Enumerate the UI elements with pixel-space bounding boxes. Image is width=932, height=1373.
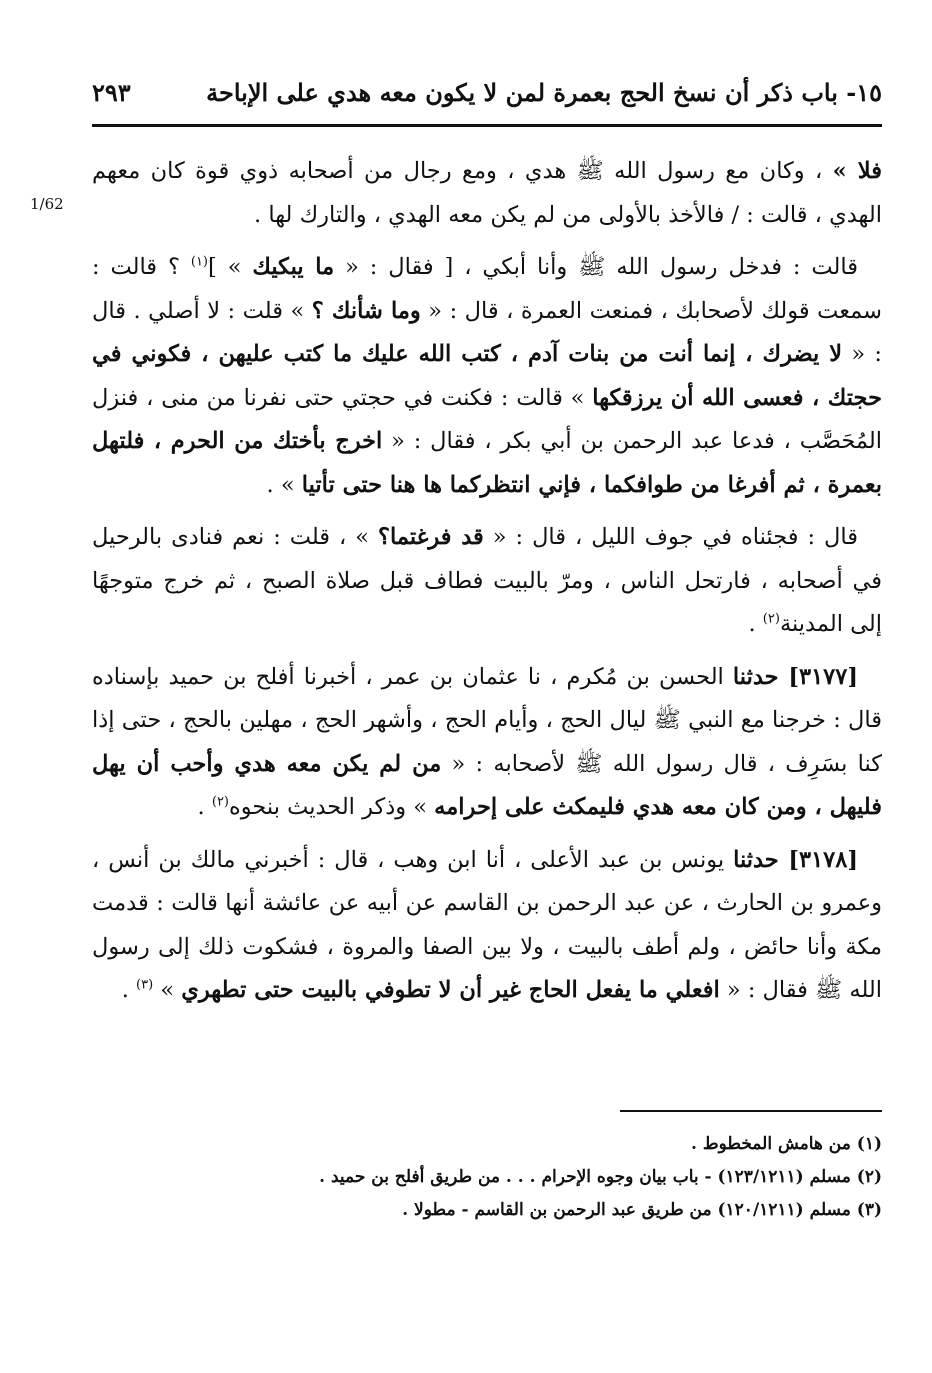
bold-text: لا يضرك ، إنما أنت من بنات آدم ، كتب الله عليك ما كتب عليهن ، فكوني في حجتك ، فعسى الله أن يرزقكها <box>92 341 882 411</box>
bold-text: من لم يكن معه هدي وأحب أن يهل فليهل ، ومن كان معه هدي فليمكث على إحرامه <box>92 750 882 820</box>
text-run: يونس بن عبد الأعلى ، أنا ابن وهب ، قال : أخبرني مالك بن أنس ، وعمرو بن الحارث ، عن عبد الرحمن بن القاسم عن أبيه عن عائشة أنها قالت : قدمت مكة وأنا حائض ، ولم أطف بالبيت ، ولا بين الصفا والمروة ، فشكوت ذلك إلى رسول الله ﷺ فقال : « <box>92 846 882 1003</box>
paragraph <box>92 516 882 647</box>
text-run: » قالت : فكنت في حجتي حتى نفرنا من منى ، فنزل المُحَصَّب ، فدعا عبد الرحمن بن أبي بكر ، فقال : « <box>92 384 882 454</box>
manuscript-folio-note: 1/62 <box>30 195 64 213</box>
paragraph <box>92 150 882 237</box>
footnote-ref: (٢) <box>762 611 780 627</box>
text-run: . <box>748 611 763 637</box>
text-run: ؟ قالت : سمعت قولك لأصحابك ، فمنعت العمرة ، قال : « <box>92 254 882 324</box>
footnote: (١) من هامش المخطوط . <box>691 1134 882 1154</box>
text-run: » قلت : لا أصلي . قال : « <box>92 297 882 367</box>
text-run: ، وكان مع رسول الله ﷺ هدي ، ومع رجال من أصحابه ذوي قوة كان معهم الهدي ، قالت : / فالأخذ بالأولى من لم يكن معه الهدي ، والتارك لها . <box>92 158 882 228</box>
text-run: قالت : فدخل رسول الله ﷺ وأنا أبكي ، [ فقال : « <box>334 254 858 280</box>
bold-text: افعلي ما يفعل الحاج غير أن لا تطوفي بالبيت حتى تطهري <box>181 977 720 1003</box>
header-rule <box>92 124 882 127</box>
paragraph <box>92 839 882 1013</box>
text-run: » . <box>266 471 302 498</box>
main-text <box>92 150 882 1022</box>
footnote-ref: (٣) <box>136 977 154 993</box>
text-run: . <box>121 977 137 1003</box>
paragraph <box>92 656 882 830</box>
bold-text: قد فرغتما؟ <box>378 524 484 550</box>
footnote: (٢) مسلم (١٢٣/١٢١١) - باب بيان وجوه الإحرام . . . من طريق أفلح بن حميد . <box>319 1167 882 1187</box>
page-header <box>92 72 882 112</box>
bold-text: [٣١٧٨] حدثنا <box>733 846 859 873</box>
paragraph <box>92 246 882 507</box>
text-run: قال : فجئناه في جوف الليل ، قال : « <box>483 524 858 550</box>
bold-text: ما يبكيك <box>252 254 335 280</box>
page-number: ٢٩٣ <box>92 77 131 107</box>
bold-text: فلا » <box>832 158 882 184</box>
footnote-ref: (٢) <box>211 794 229 810</box>
text-run: الحسن بن مُكرم ، نا عثمان بن عمر ، أخبرنا أفلح بن حميد بإسناده قال : خرجنا مع النبي ﷺ ليال الحج ، وأيام الحج ، وأشهر الحج ، مهلين بالحج ، حتى إذا كنا بسَرِف ، قال رسول الله ﷺ لأصحابه : « <box>92 663 882 777</box>
footnote-rule <box>620 1110 882 1112</box>
text-run: » <box>153 977 182 1003</box>
chapter-title: ١٥- باب ذكر أن نسخ الحج بعمرة لمن لا يكون معه هدي على الإباحة <box>206 77 882 107</box>
bold-text: وما شأنك ؟ <box>311 297 421 324</box>
text-run: » ، قلت : نعم فنادى بالرحيل في أصحابه ، فارتحل الناس ، ومرّ بالبيت فطاف قبل صلاة الصبح ، ثم خرج متوجهًا إلى المدينة <box>92 524 882 637</box>
text-run: . <box>197 794 212 820</box>
footnote-ref: (١) <box>190 254 208 270</box>
footnotes <box>92 1128 882 1227</box>
footnote: (٣) مسلم (١٢٠/١٢١١) من طريق عبد الرحمن بن القاسم - مطولا . <box>402 1200 882 1220</box>
bold-text: اخرج بأختك من الحرم ، فلتهل بعمرة ، ثم أفرغا من طوافكما ، فإني انتظركما ها هنا حتى تأتيا <box>92 428 882 498</box>
bold-text: [٣١٧٧] حدثنا <box>732 663 858 690</box>
text-run: » ] <box>208 254 253 280</box>
text-run: » وذكر الحديث بنحوه <box>229 794 435 820</box>
